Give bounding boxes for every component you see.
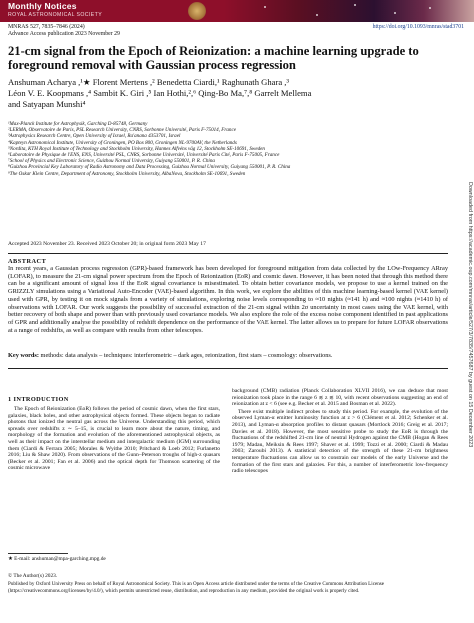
citation-line: MNRAS 527, 7835–7846 (2024) bbox=[8, 24, 85, 30]
affiliation-item: ⁶Laboratoire de Physique de l'ENS, ENS, Université PSL, CNRS, Sorbonne Université, Université Paris Cité, Paris F-75005, France bbox=[8, 152, 280, 159]
affiliation-item: ⁴Kapteyn Astronomical Institute, University of Groningen, PO Box 800, Groningen NL-9700AV, the Netherlands bbox=[8, 139, 237, 146]
banner-nebula-image bbox=[224, 0, 474, 22]
author-list bbox=[8, 77, 448, 110]
doi-link[interactable]: https://doi.org/10.1093/mnras/stad3701 bbox=[372, 24, 464, 30]
keywords-text: methods: data analysis – techniques: interferometric – dark ages, reionization, first stars – cosmology: observations. bbox=[40, 352, 333, 359]
advance-access-line: Advance Access publication 2023 November 29 bbox=[8, 31, 120, 37]
abstract-text: In recent years, a Gaussian process regression (GPR)-based framework has been developed for foreground mitigation from data collected by the LOw-Frequency ARray (LOFAR), to measure the 21-cm signal power spectrum from the Epoch of Reionization (EoR) and cosmic dawn. However, it has been noted that through this method there can be a significant amount of signal loss if the EoR signal covariance is misestimated. To obtain better covariance models, we propose to use a kernel trained on the GRIZZLY simulations using a Variational Auto-Encoder (VAE)-based algorithm. In this work, we explore the abilities of this machine learning-based kernel (VAE kernel) used with GPR, by testing it on mock signals from a variety of simulations, exploring noise levels corresponding to ≈10 nights (≈141 h) and ≈100 nights (≈1410 h) of observations with LOFAR. Our work suggests the possibility of successful extraction of the 21-cm signal within 2σ uncertainty in most cases using the VAE kernel, with better recovery of both shape and power than with previously used covariance models. We also explore the role of the excess noise component identified in past applications of GPR and additionally analyse the possibility of redshift dependence on the performance of the VAE kernel. The latter allows us to prepare for future LOFAR observations at a range of redshifts, as well as compare with results from other telescopes. bbox=[8, 265, 448, 334]
divider bbox=[8, 368, 448, 369]
affiliation-item: ²LERMA, Observatoire de Paris, PSL Research University, CNRS, Sorbonne Université, Paris F-75014, France bbox=[8, 127, 236, 134]
affiliation-item: ¹Max-Planck Institute for Astrophysik, Garching D-85748, Germany bbox=[8, 121, 148, 127]
society-crest-icon bbox=[188, 2, 206, 20]
author-line: Anshuman Acharya ,¹★ Florent Mertens ,² Benedetta Ciardi,¹ Raghunath Ghara ,³ bbox=[8, 77, 290, 87]
affiliation-item: ⁵Nordita, KTH Royal Institute of Technology and Stockholm University, Hannes Alfvéns väg 12, Stockholm SE-10691, Sweden bbox=[8, 145, 265, 152]
intro-right-column bbox=[232, 388, 448, 475]
affiliations bbox=[8, 121, 453, 177]
download-watermark bbox=[466, 182, 474, 602]
journal-banner bbox=[0, 0, 474, 22]
journal-masthead-title: Monthly Notices bbox=[8, 1, 77, 11]
footnote-rule bbox=[8, 553, 68, 554]
affiliation-item: ⁹The Oskar Klein Centre, Department of Astronomy, Stockholm University, AlbaNova, Stockholm SE-10691, Sweden bbox=[8, 170, 246, 177]
accepted-dates: Accepted 2023 November 23. Received 2023 October 20; in original form 2023 May 17 bbox=[8, 241, 206, 247]
license-text: Published by Oxford University Press on behalf of Royal Astronomical Society. This is an Open Access article distributed under the terms of the Creative Commons Attribution License (https://creativecommons.org/licenses/by/4.0/), which permits unrestricted reuse, distribution, and reproduction in any medium, provided the original work is properly cited. bbox=[8, 581, 385, 594]
download-note: Downloaded from https://academic.oup.com/mnras/article/527/3/7835/7457687 by guest on 15 December 2023 bbox=[467, 182, 473, 448]
copyright-notice: © The Author(s) 2023. bbox=[8, 573, 58, 579]
author-line: Léon V. E. Koopmans ,⁴ Sambit K. Giri ,⁵ Ian Hothi,²,⁶ Qing-Bo Ma,⁷,⁸ Garrelt Mellema bbox=[8, 88, 312, 98]
affiliation-item: ⁷School of Physics and Electronic Science, Guizhou Normal University, Guiyang 550001, P. R. China bbox=[8, 158, 215, 165]
affiliation-item: ³Astrophysics Research Centre, Open University of Israel, Ra'anana 4353701, Israel bbox=[8, 133, 181, 140]
journal-masthead-society: ROYAL ASTRONOMICAL SOCIETY bbox=[8, 12, 103, 18]
intro-paragraph: There exist multiple indirect probes to study this period. For example, the evolution of the observed Lyman-α emitter luminosity function at z > 6 (Clément et al. 2012; Schenker et al. 2013), and Lyman-α absorption profiles to distant quasars (Mortlock 2016; Greig et al. 2017; Davies et al. 2018). However, the most sensitive probe to study the EoR is through the fluctuations of the redshifted 21-cm line of neutral Hydrogen against the CMB (Hogan & Rees 1979; Madau, Meiksin & Rees 1997; Shaver et al. 1999; Tozzi et al. 2000; Ciardi & Madau 2003; Zaroubi 2013). A statistical detection of the strength of these 21-cm brightness temperature fluctuations can allow us to constrain our models of the early Universe and the formation of the first stars and galaxies. For this, a number of interferometric low-frequency radio telescopes bbox=[232, 408, 448, 475]
intro-paragraph: background (CMB) radiation (Planck Collaboration XLVII 2016), we can deduce that most reionization took place in the range 6 ≲ z ≲ 10, with recent observations suggesting an end of reionization at z < 6 (see e.g. Becker et al. 2015 and Bosman et al. 2022). bbox=[232, 388, 448, 408]
corresponding-email[interactable]: ★ E-mail: anshuman@mpa-garching.mpg.de bbox=[8, 556, 106, 562]
affiliation-item: ⁸Guizhou Provincial Key Laboratory of Radio Astronomy and Data Processing, Guizhou Normal University, Guiyang 550001, P. R. China bbox=[8, 164, 291, 171]
author-line: and Satyapan Munshi⁴ bbox=[8, 99, 86, 109]
paper-title: 21-cm signal from the Epoch of Reionization: a machine learning upgrade to foreground removal with Gaussian process regression bbox=[8, 44, 419, 72]
divider bbox=[8, 253, 448, 254]
keywords-label: Key words: bbox=[8, 352, 39, 359]
abstract-heading: ABSTRACT bbox=[8, 258, 47, 265]
section-heading: 1 INTRODUCTION bbox=[8, 396, 69, 403]
keywords bbox=[8, 352, 448, 359]
intro-left-column: The Epoch of Reionization (EoR) follows the period of cosmic dawn, when the first stars, galaxies, black holes, and other astrophysical objects formed. These objects began to radiate photons that ionized the neutral gas across the Universe. Understanding this period, which spreads over redshifts z ∼ 5–15, is crucial to learn more about the nature, timing, and morphology of the formation and evolution of the aforementioned astrophysical objects, as well as their impact on the interstellar medium and intergalactic medium (IGM) surrounding them (Ciardi & Ferrara 2005; Morales & Wyithe 2010; Pritchard & Loeb 2012; Furlanetto 2016; Liu & Shaw 2020). From observations of the Gunn–Peterson troughs of high-z quasars (Becker et al. 2001; Fan et al. 2006) and the optical depth for Thomson scattering of the cosmic microwave bbox=[8, 406, 220, 472]
